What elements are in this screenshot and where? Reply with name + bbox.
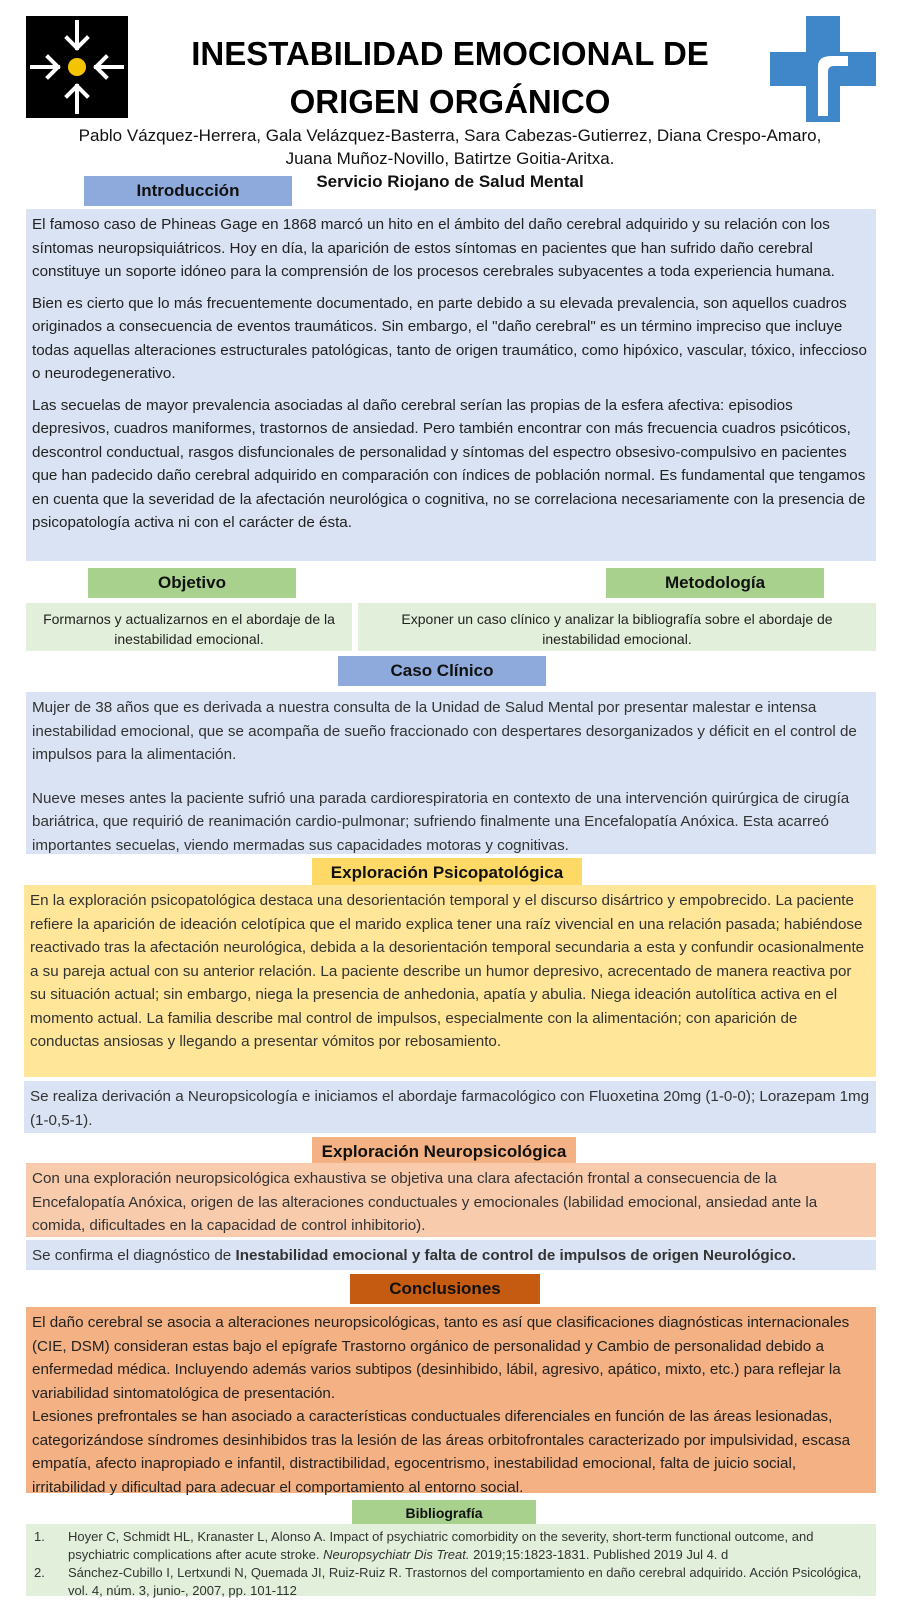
intro-body [26, 209, 876, 561]
title-line-1: INESTABILIDAD EMOCIONAL DE [191, 35, 709, 72]
bibliografia-heading: Bibliografía [352, 1500, 536, 1526]
neuro-body: Con una exploración neuropsicológica exhaustiva se objetiva una clara afectación frontal a consecuencia de la Encefalopatía Anóxica, origen de las alteraciones conductuales y emocionales (labilidad emocional, ansiedad ante la comida, dificultades en la capacidad de control inhibitorio). [26, 1163, 876, 1237]
metodologia-heading: Metodología [606, 568, 824, 598]
metodologia-body: Exponer un caso clínico y analizar la bibliografía sobre el abordaje de inestabilidad emocional. [358, 603, 876, 651]
health-cross-logo [770, 16, 876, 122]
intro-paragraph-3: Las secuelas de mayor prevalencia asociadas al daño cerebral serían las propias de la esfera afectiva: episodios depresivos, cuadros maniformes, trastornos de ansiedad. Pero también encontrar con más frecuencia cuadros psicóticos, descontrol conductual, rasgos disfuncionales de personalidad y síntomas del espectro obsesivo-compulsivo en pacientes que han padecido daño cerebral adquirido en comparación con índices de población normal. Es fundamental que tengamos en cuenta que la severidad de la afectación neurológica o cognitiva, no se correlaciona necesariamente con la presencia de psicopatología activa ni con el carácter de ésta. [32, 396, 866, 531]
conclusiones-body [26, 1307, 876, 1496]
reference-journal: Neuropsychiatr Dis Treat. [323, 1547, 470, 1562]
conclusiones-paragraph-2: Lesiones prefrontales se han asociado a características conductuales diferenciales en función de las áreas lesionadas, categorizándose síndromes desinhibidos tras la lesión de las áreas orbitofrontales caracterizado por impulsividad, escasa empatía, afecto inapropiado e infantil, distractibilidad, egocentrismo, inestabilidad emocional, falta de juicio social, irritabilidad y dificultad para adecuar el comportamiento al entorno social. [32, 1408, 851, 1496]
objetivo-heading: Objetivo [88, 568, 296, 598]
psico-heading: Exploración Psicopatológica [312, 858, 582, 888]
diagnosis-confirm [26, 1240, 876, 1270]
conclusiones-heading: Conclusiones [350, 1274, 540, 1304]
reference-text: Sánchez-Cubillo I, Lertxundi N, Quemada JI, Ruiz-Ruiz R. Trastornos del comportamiento en daño cerebral adquirido. Acción Psicológica, vol. 4, núm. 3, junio-, 2007, pp. 101-112 [68, 1565, 862, 1598]
reference-item [34, 1528, 868, 1564]
diagnosis-prefix: Se confirma el diagnóstico de [32, 1247, 236, 1264]
caso-body [26, 692, 876, 854]
title-line-2: ORIGEN ORGÁNICO [289, 83, 611, 120]
intro-paragraph-2: Bien es cierto que lo más frecuentemente documentado, en parte debido a su elevada prevalencia, son aquellos cuadros originados a consecuencia de eventos traumáticos. Sin embargo, el "daño cerebral" es un término impreciso que incluye todas aquellas alteraciones estructurales patológicas, tanto de origen traumático, como hipóxico, vascular, tóxico, infeccioso o neurodegenerativo. [32, 294, 867, 382]
reference-number: 2. [34, 1565, 45, 1580]
reference-number: 1. [34, 1529, 45, 1544]
poster-title [150, 30, 750, 126]
psico-body: En la exploración psicopatológica destaca una desorientación temporal y el discurso disártrico y empobrecido. La paciente refiere la aparición de ideación celotípica que el marido explica tener una raíz vivencial en una relación pasada; habiéndose reactivado tras la afectación neurológica, debida a la desorientación temporal secundaria a esta y confundir ocasionalmente a su pareja actual con su anterior relación. La paciente describe un humor depresivo, acrecentado de manera reactiva por su situación actual; sin embargo, niega la presencia de anhedonia, apatía y abulia. Niega ideación autolítica activa en el momento actual. La familia describe mal control de impulsos, especialmente con la alimentación; con aparición de conductas ansiosas y llegando a presentar vómitos por rebosamiento. [24, 885, 876, 1077]
health-cross-icon [770, 16, 876, 122]
authors-line-1: Pablo Vázquez-Herrera, Gala Velázquez-Basterra, Sara Cabezas-Gutierrez, Diana Crespo-Amaro, [78, 126, 822, 145]
derivacion-body: Se realiza derivación a Neuropsicología e iniciamos el abordaje farmacológico con Fluoxetina 20mg (1-0-0); Lorazepam 1mg (1-0,5-1). [24, 1081, 876, 1133]
objetivo-body: Formarnos y actualizarnos en el abordaje de la inestabilidad emocional. [26, 603, 352, 651]
neuro-heading: Exploración Neuropsicológica [312, 1137, 576, 1167]
arrows-logo [26, 16, 128, 118]
reference-authors-title: Hoyer C, Schmidt HL, Kranaster L, Alonso A. Impact of psychiatric comorbidity on the severity, short-term functional outcome, and psychiatric complications after acute stroke. [68, 1529, 814, 1562]
institution: Servicio Riojano de Salud Mental [316, 172, 584, 191]
arrows-logo-icon [26, 16, 128, 118]
authors [40, 124, 860, 170]
bibliografia-body [26, 1524, 876, 1596]
reference-item [34, 1564, 868, 1600]
caso-heading: Caso Clínico [338, 656, 546, 686]
diagnosis-bold: Inestabilidad emocional y falta de control de impulsos de origen Neurológico. [235, 1247, 796, 1264]
authors-line-2: Juana Muñoz-Novillo, Batirtze Goitia-Aritxa. [285, 149, 615, 168]
intro-paragraph-1: El famoso caso de Phineas Gage en 1868 marcó un hito en el ámbito del daño cerebral adquirido y su relación con los síntomas neuropsiquiátricos. Hoy en día, la aparición de estos síntomas en pacientes que han sufrido daño cerebral constituye un soporte idóneo para la comprensión de los procesos cerebrales subyacentes a toda experiencia humana. [32, 216, 835, 280]
conclusiones-paragraph-1: El daño cerebral se asocia a alteraciones neuropsicológicas, tanto es así que clasificaciones diagnósticas internacionales (CIE, DSM) consideran estas bajo el epígrafe Trastorno orgánico de personalidad y Cambio de personalidad debido a enfermedad médica. Incluyendo además varios subtipos (desinhibido, lábil, agresivo, apático, mixto, etc.) para reflejar la variabilidad sintomatológica de presentación. [32, 1314, 850, 1402]
reference-text [68, 1528, 868, 1564]
caso-paragraph-2: Nueve meses antes la paciente sufrió una parada cardiorespiratoria en contexto de una intervención quirúrgica de cirugía bariátrica, que requirió de reanimación cardio-pulmonar; sufriendo finalmente una Encefalopatía Anóxica. Esta acarreó importantes secuelas, viendo mermadas sus capacidades motoras y cognitivas. [32, 789, 850, 854]
intro-heading: Introducción [84, 176, 292, 206]
reference-details: 2019;15:1823-1831. Published 2019 Jul 4. d [469, 1547, 729, 1562]
caso-paragraph-1: Mujer de 38 años que es derivada a nuestra consulta de la Unidad de Salud Mental por presentar malestar e intensa inestabilidad emocional, que se acompaña de sueño fraccionado con despertares desorganizados y déficit en el control de impulsos para la alimentación. [32, 699, 857, 763]
